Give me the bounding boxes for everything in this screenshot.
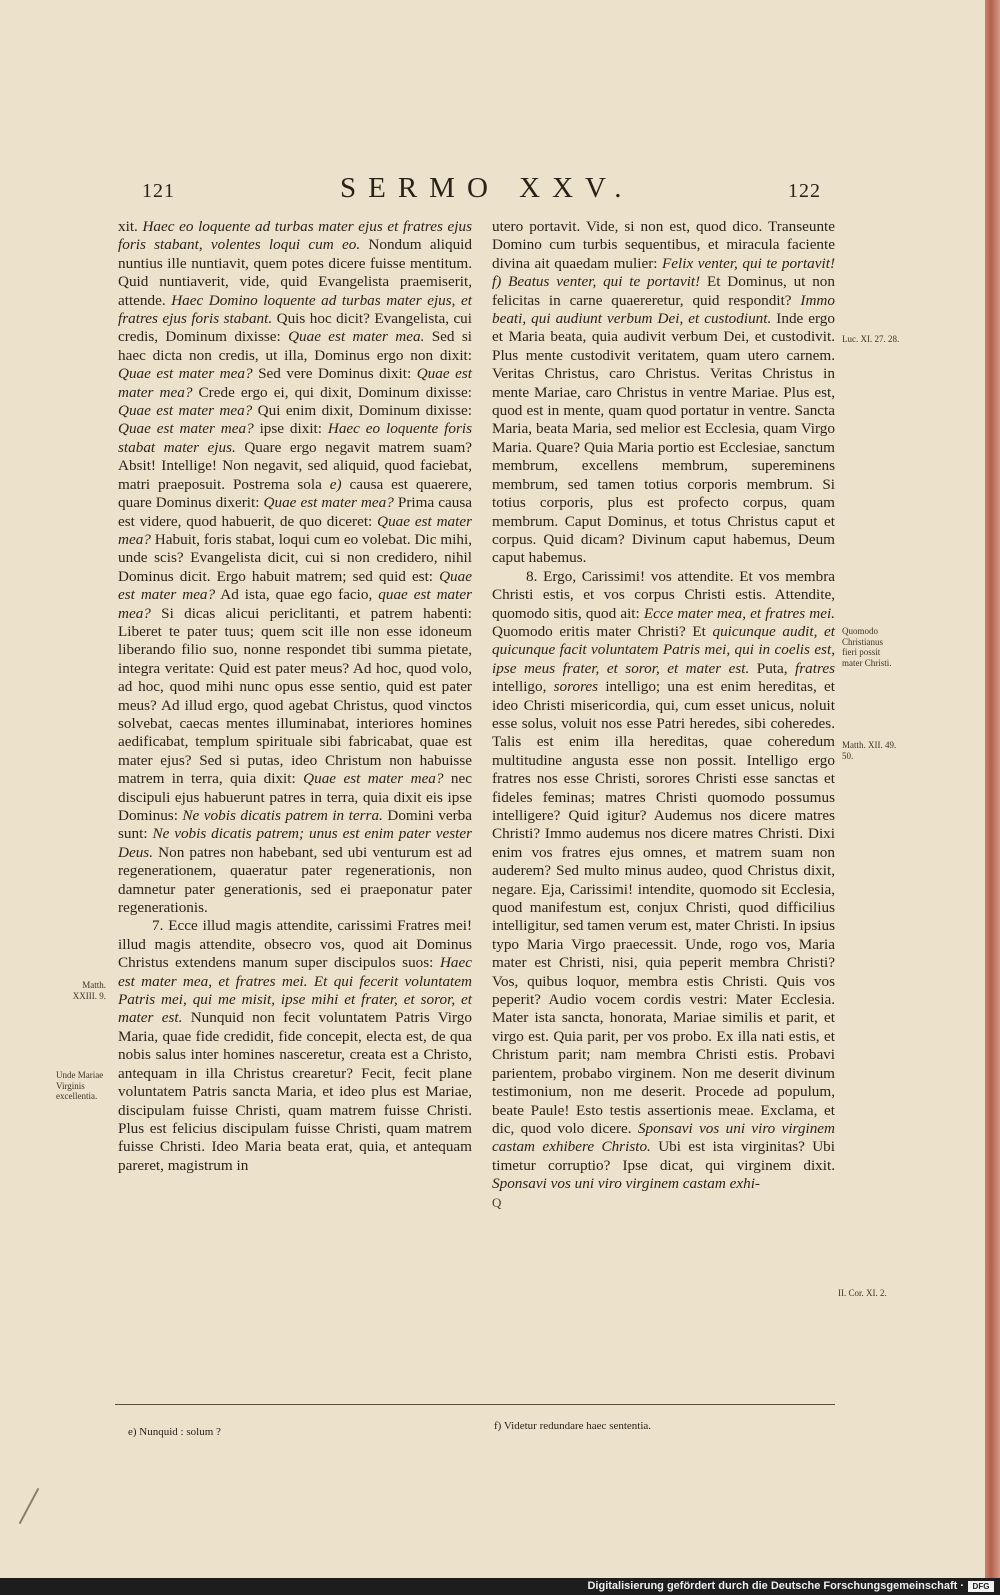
digitization-footer — [0, 1578, 1000, 1595]
margin-note-quomodo: Quomodo Christianus fieri possit mater Christi. — [842, 626, 892, 668]
pen-stroke-mark — [19, 1488, 40, 1524]
text-run: Immo beati, qui audiunt verbum Dei, et custodiunt. — [492, 291, 835, 328]
page-edge-red — [985, 0, 1000, 1578]
text-run: Domini verba sunt: — [118, 807, 472, 843]
text-run: fratres — [795, 659, 835, 677]
text-run: Sed si haec dicta non credis, ut illa, Dominus ergo non dixit: — [118, 328, 472, 364]
text-run: Inde ergo et Maria beata, quia audivit verbum Dei, et custodivit. Plus mente custodivit veritatem, quam utero carnem. Veritas Christus, caro Christus. Veritas Christus in mente Mariae, caro Christus in ventre Mariae. Plus est, quod est in mente, quam quod portatur in ventre. Sancta Maria, beata Maria, sed melior est Ecclesia, quam Virgo Maria. Quare? Quia Maria portio est Ecclesiae, sanctum membrum, excellens membrum, supereminens membrum, sed tamen totius corporis membrum. Si totius corporis, plus est profecto corpus, quam membrum. Caput Dominus, et totus Christus caput et corpus. Quid dicam? Divinum caput habemus, Deum caput habemus. — [492, 310, 835, 567]
footnote-f: f) Videtur redundare haec sententia. — [494, 1420, 652, 1432]
text-run: Ne vobis dicatis patrem in terra. — [182, 807, 383, 824]
footer-credit: Digitalisierung gefördert durch die Deutsche Forschungsgemeinschaft · — [587, 1580, 964, 1592]
text-run: Quare ergo negavit matrem suam? Absit! Intellige! Non negavit, sed aliquid, quod faciebat, matri praeposuit. Postrema sola — [118, 438, 473, 493]
text-run: intelligo; una est enim hereditas, et ideo Christi misericordia, qui, cum esset unicus, noluit esse solus, voluit nos esse Patri heredes, sibi coheredes. Talis est enim illa hereditas, quae coheredum multitudine angusta esse non possit. Intelligo ergo fratres nos esse Christi, sorores Christi esse sanctas et fideles feminas; matres Christi quomodo possumus intelligere? Quid igitur? Audemus nos dicere matres Christi? Immo audemus nos dicere matres Christi. Dixi enim vos fratres ejus omnes, et matrem suam non auderem? Sed multo minus audeo, quod Christus dixit, negare. Eja, Carissimi! intendite, quomodo sit Ecclesia, quod manifestum est, conjux Christi, quod difficilius intelligitur, sed tamen verum est, mater Christi. In ipsius typo Maria Virgo praecessit. Unde, rogo vos, Maria mater est Christi, nisi, quia peperit membra Christi? Vos, quibus loquor, membra estis Christi. Quis vos peperit? Audio vocem cordis vestri: Mater Ecclesia. Mater ista sancta, honorata, Mariae similis et parit, et virgo est. Quia parit, per vos probo. Ex illa nati estis, et Christum parit; nam membra Christi estis. Probavi parientem, probabo virginem. Non me deserit divinum testimonium, non me deserit. Procede ad populum, beate Paule! Esto testis assertionis meae. Exclama, et dic, quod volo dicere. — [492, 678, 835, 1137]
text-run: Haec eo loquente ad turbas mater ejus et fratres ejus foris stabant, volentes loqui cum eo. — [118, 218, 472, 254]
text-run: Ecce mater mea, et fratres mei. — [643, 604, 835, 622]
signature-line — [492, 1194, 835, 1212]
text-run: ipse dixit: — [253, 420, 328, 438]
text-run: Quae est mater mea? — [118, 420, 254, 438]
text-run: Ne vobis dicatis patrem; unus est enim pater vester Deus. — [118, 825, 472, 861]
footnote-e: e) Nunquid : solum ? — [128, 1426, 221, 1438]
text-run: Puta, — [749, 659, 796, 677]
margin-note-unde: Unde Mariae Virginis excellentia. — [56, 1070, 104, 1101]
text-run: Nondum aliquid nuntius ille nuntiavit, quem potes dicere fuisse mentitum. Quid nuntiaverit, vide, quid Evangelista praemiserit, attende. — [118, 236, 472, 309]
text-run: Quae est mater mea? — [263, 494, 394, 512]
signature-mark: Q — [492, 1194, 502, 1210]
margin-note-matth-12: Matth. XII. 49. 50. — [842, 740, 897, 761]
text-run: e) — [329, 475, 342, 493]
text-run: Quae est mater mea? — [118, 365, 253, 383]
paragraph-8 — [492, 568, 835, 1194]
text-run: 8. Ergo, Carissimi! vos attendite. Et vos membra Christi estis, et vos corpus Christi estis. Attendite, quomodo sitis, quod ait: — [492, 567, 835, 622]
text-run: Sponsavi vos uni viro virginem castam exhi- — [492, 1175, 760, 1193]
text-run: Et Dominus, ut non felicitas in carne quaereretur, quid respondit? — [492, 273, 835, 309]
text-run: Sponsavi vos uni viro virginem castam exhibere Christo. — [492, 1119, 835, 1156]
text-run: Quae est mater mea? — [118, 402, 253, 420]
text-run: quicunque audit, et quicunque facit voluntatem Patris mei, qui in coelis est, ipse meus frater, et soror, et mater est. — [492, 622, 836, 677]
page-header — [0, 172, 985, 212]
text-run: 7. Ecce illud magis attendite, carissimi Fratres mei! illud magis attendite, obsecro vos, quod ait Dominus Christus extendens manum super discipulos suos: — [118, 917, 472, 972]
text-run: Qui enim dixit, Dominum dixisse: — [252, 402, 472, 420]
text-run: Habuit, foris stabat, loqui cum eo volebat. Dic mihi, unde scis? Evangelista dicit, cui si non credidero, nihil Dominus dicit. Ergo habuit matrem; sed quid est: — [118, 530, 472, 585]
text-run: Quae est mater mea? — [118, 567, 472, 604]
text-run: Haec eo loquente foris stabat mater ejus. — [118, 420, 472, 456]
margin-note-cor: II. Cor. XI. 2. — [838, 1288, 887, 1298]
text-run: quae est mater mea? — [118, 586, 472, 622]
text-run: Quis hoc dicit? Evangelista, cui credis, Dominum dixisse: — [118, 310, 472, 346]
page-number-right: 122 — [788, 180, 821, 202]
text-run: xit. — [118, 218, 143, 235]
text-run: Crede ergo ei, qui dixit, Dominum dixisse: — [192, 383, 472, 401]
margin-note-matth-23: Matth. XXIII. 9. — [72, 980, 106, 1001]
text-run: causa est quaerere, quare Dominus dixerit: — [118, 475, 472, 512]
text-run: Ad ista, quae ego facio, — [215, 586, 379, 604]
text-run: nec discipuli ejus habuerunt patres in terra, quia dixit eis ipse Dominus: — [118, 770, 472, 824]
text-run: Sed vere Dominus dixit: — [252, 365, 417, 383]
running-title: SERMO XXV. — [340, 172, 634, 204]
paragraph — [118, 218, 472, 917]
text-run: Quae est mater mea? — [118, 512, 472, 548]
text-run: intelligo, — [492, 678, 554, 696]
text-run: Quae est mater mea. — [288, 328, 425, 346]
text-run: Si dicas alicui periclitanti, et patrem habenti: Liberet te pater tuus; quem scit ille non esse idoneum liberando filio suo, nonne respondet tibi summa pietate, integra veritate: Quid est pater meus? Ad hoc, quod volo, ad hoc, quod mihi nunc opus esse sentio, quid est pater meus? Ad illud ergo, quod agebat Christus, quod vinctos solvebat, caecas mentes illuminabat, interiores homines aedificabat, templum spirituale sibi fabricabat, quae est mater ejus? Sed si putas, ideo Christum non habuisse matrem in terra, quia dixit: — [118, 604, 472, 788]
text-run: Felix venter, qui te portavit! f) Beatus venter, qui te portavit! — [492, 254, 835, 291]
text-run: utero portavit. Vide, si non est, quod dico. Transeunte Domino cum turbis sequentibus, et miracula faciente divina ait quaedam mulier: — [492, 218, 835, 272]
page-number-left: 121 — [142, 180, 175, 202]
text-column-right — [492, 218, 835, 1212]
text-run: Non patres non habebant, sed ubi venturum est ad regenerationem, quaeratur pater regenerationis, non damnetur pater generationis, sed ei praeponatur pater regenerationis. — [118, 843, 472, 917]
dfg-logo-icon: DFG — [968, 1581, 994, 1592]
text-run: Quae est mater mea? — [303, 770, 444, 788]
text-column-left — [118, 218, 472, 1175]
text-run: Haec Domino loquente ad turbas mater ejus, et fratres ejus foris stabant. — [118, 291, 472, 328]
text-run: Quomodo eritis mater Christi? Et — [492, 622, 713, 640]
text-run: sorores — [553, 678, 599, 696]
text-run: Ubi est ista virginitas? Ubi timetur corruptio? Ipse dicat, qui virginem dixit. — [492, 1138, 835, 1174]
text-run: Haec est mater mea, et fratres mei. Et qui fecerit voluntatem Patris mei, qui me misit, ipse mihi et frater, et soror, et mater est. — [118, 954, 472, 1027]
footnote-rule — [115, 1404, 835, 1405]
text-run: Quae est mater mea? — [118, 365, 472, 401]
text-run: Nunquid non fecit voluntatem Patris Virgo Maria, quae fide credidit, fide concepit, electa est, de qua nobis salus inter homines nasceretur, creata est a Christo, antequam in illa Christus crearetur? Fecit, fecit plane voluntatem Patris sancta Maria, et ideo plus est Mariae, discipulam fuisse Christi, quam matrem fuisse Christi. Plus est felicius discipulam fuisse Christi, quam matrem fuisse Christi. Ideo Maria beata erat, quia, et antequam pareret, magistrum in — [118, 1009, 472, 1174]
margin-note-luc: Luc. XI. 27. 28. — [842, 334, 900, 344]
paragraph-7 — [118, 917, 472, 1175]
paragraph — [492, 218, 835, 568]
text-run: Prima causa est videre, quod habuerit, de quo diceret: — [118, 494, 472, 530]
